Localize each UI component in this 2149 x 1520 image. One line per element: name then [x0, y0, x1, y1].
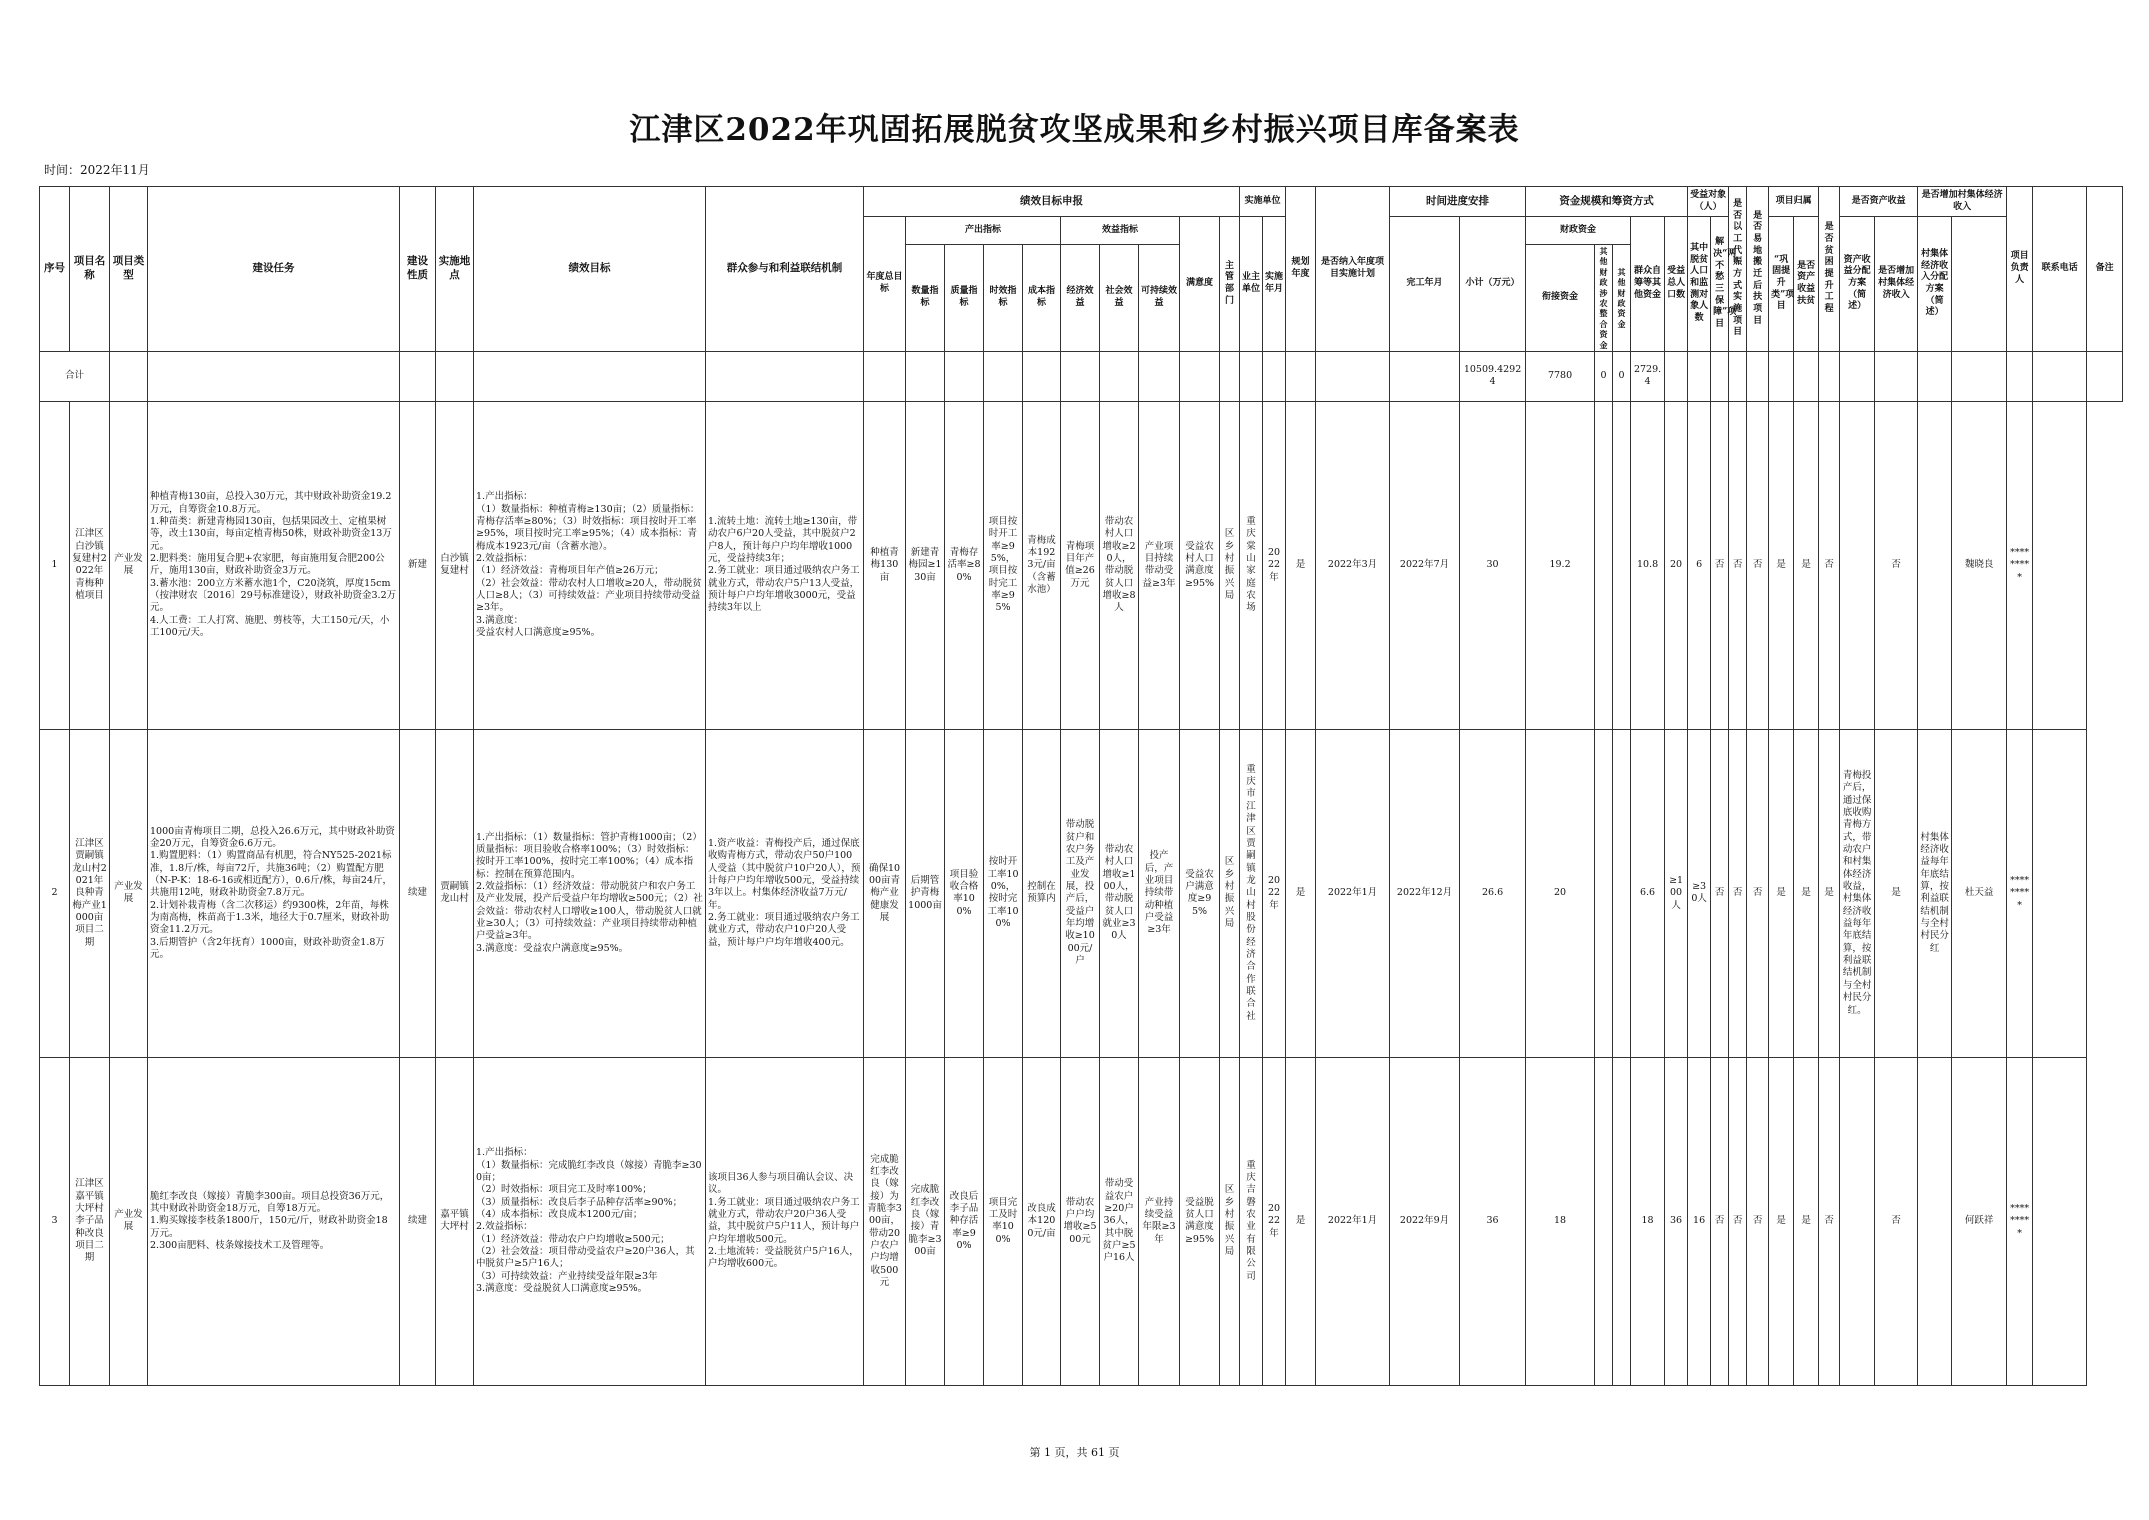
row-leader: 杜天益	[1952, 729, 2007, 1057]
row-dept: 区乡村振兴局	[1220, 729, 1240, 1057]
header-category: 项目归属	[1769, 187, 1819, 217]
header-quality: 质量指标	[945, 245, 984, 352]
row-village-inc-flag: 是	[1875, 729, 1918, 1057]
row-leader: 何跃祥	[1952, 1057, 2007, 1385]
document-title: 江津区2022年巩固拓展脱贫攻坚成果和乡村振兴项目库备案表	[629, 112, 1520, 148]
row-annual: 种植青梅130亩	[864, 401, 906, 729]
header-asset-plan: 资产收益分配方案（简述）	[1840, 217, 1875, 352]
row-cost: 控制在预算内	[1023, 729, 1061, 1057]
header-linked: 衔接资金	[1526, 245, 1595, 352]
row-phone: *********	[2007, 1057, 2033, 1385]
total-other-fiscal: 0	[1613, 351, 1631, 401]
row-owner: 重庆棠山家庭农场	[1240, 401, 1263, 729]
row-benef-poor: ≥30人	[1688, 729, 1711, 1057]
row-owner: 重庆市江津区贾嗣镇龙山村股份经济合作联合社	[1240, 729, 1263, 1057]
row-village-inc-flag: 否	[1875, 401, 1918, 729]
row-owner: 重庆吉磐农业有限公司	[1240, 1057, 1263, 1385]
row-sustain: 产业项目持续带动受益≥3年	[1139, 401, 1180, 729]
row-included: 是	[1286, 401, 1316, 729]
header-plan-year: 规划年度	[1286, 187, 1316, 352]
row-annual: 完成脆红李改良（嫁接）为青脆李300亩，带动20户农户户均增收500元	[864, 1057, 906, 1385]
header-beneficiary: 受益对象（人）	[1688, 187, 1729, 217]
row-nature: 续建	[400, 729, 436, 1057]
row-name: 江津区贾嗣镇龙山村2021年良种青梅产业1000亩项目二期	[70, 729, 110, 1057]
header-asset-income: 是否资产收益	[1840, 187, 1918, 217]
row-goal: 1.产出指标： （1）数量指标：完成脆红李改良（嫁接）青脆李≥300亩； （2）时效指标：项目完工及时率100%； （3）质量指标：改良后李子品种存活率≥90%； （4）成本指标：改良成本1200元/亩； 2.效益指标： （1）经济效益：带动农户户均增收≥500元； （2）社会效益：项目带动受益农户≥20户36人，其中脱贫户≥5户16人； （3）可持续效益：产业持续受益年限≥3年 3.满意度：受益脱贫人口满意度≥95%。	[474, 1057, 706, 1385]
row-qty: 新建青梅园≥130亩	[906, 401, 945, 729]
row-plan-year: 2022年	[1263, 1057, 1286, 1385]
row-end: 2022年9月	[1390, 1057, 1460, 1385]
row-seq: 2	[40, 729, 70, 1057]
row-other-fiscal	[1613, 729, 1631, 1057]
header-name: 项目名称	[70, 187, 110, 352]
header-owner: 业主单位	[1240, 217, 1263, 352]
header-leader: 项目负责人	[2007, 187, 2033, 352]
row-cost: 青梅成本1923元/亩（含蓄水池）	[1023, 401, 1061, 729]
row-location: 贾嗣镇龙山村	[436, 729, 474, 1057]
header-seq: 序号	[40, 187, 70, 352]
header-subtotal: 小计（万元）	[1460, 217, 1526, 352]
row-plan-year: 2022年	[1263, 729, 1286, 1057]
header-remark: 备注	[2087, 187, 2123, 352]
row-mechanism: 1.流转土地：流转土地≥130亩，带动农户6户20人受益，其中脱贫户2户8人，预计每户户均年增收1000元，受益持续3年； 2.务工就业：项目通过吸纳农户务工就业方式，带动农户5户13人受益，预计每户户均年增收3000元，受益持续3年以上	[706, 401, 864, 729]
row-timeliness: 项目按时开工率≥95%，项目按时完工率≥95%	[984, 401, 1023, 729]
row-goal: 1.产出指标：（1）数量指标：管护青梅1000亩；（2）质量指标：项目验收合格率100%；（3）时效指标：按时开工率100%，按时完工率100%；（4）成本指标：控制在预算范围内。 2.效益指标：（1）经济效益：带动脱贫户和农户务工及产业发展，投产后受益户年均增收≥500元；（2）社会效益：带动农村人口增收≥100人，带动脱贫人口就业≥30人；（3）可持续效益：产业项目持续带动种植户受益≥3年。 3.满意度：受益农户满意度≥95%。	[474, 729, 706, 1057]
row-benef-total: 36	[1665, 1057, 1688, 1385]
row-remark	[2033, 401, 2087, 729]
row-annual: 确保1000亩青梅产业健康发展	[864, 729, 906, 1057]
row-mechanism: 该项目36人参与项目确认会议、决议。 1.务工就业：项目通过吸纳农户务工就业方式，带动农户20户36人受益，其中脱贫户5户11人，预计每户户均年增收500元。 2.土地流转：受益脱贫户5户16人，户均增收600元。	[706, 1057, 864, 1385]
header-other-fiscal: 其他财政资金	[1613, 245, 1631, 352]
header-funds: 资金规模和筹资方式	[1526, 187, 1688, 217]
header-impl: 实施单位	[1240, 187, 1286, 217]
row-asset-plan	[1840, 1057, 1875, 1385]
row-poverty-upgrade: 是	[1794, 729, 1819, 1057]
row-village-dist	[1918, 1057, 1952, 1385]
row-linked: 18	[1526, 1057, 1595, 1385]
row-name: 江津区嘉平镇大坪村李子品种改良项目二期	[70, 1057, 110, 1385]
row-nature: 新建	[400, 401, 436, 729]
row-self-raised: 10.8	[1631, 401, 1665, 729]
header-mechanism: 群众参与和利益联结机制	[706, 187, 864, 352]
header-task: 建设任务	[148, 187, 400, 352]
row-start: 2022年3月	[1316, 401, 1390, 729]
row-other-fiscal	[1613, 1057, 1631, 1385]
row-nature: 续建	[400, 1057, 436, 1385]
header-timeliness: 时效指标	[984, 245, 1023, 352]
header-nature: 建设性质	[400, 187, 436, 352]
row-relocation: 否	[1729, 401, 1747, 729]
row-dept: 区乡村振兴局	[1220, 1057, 1240, 1385]
header-output: 产出指标	[906, 217, 1061, 245]
header-work-relief: 是否以工代赈方式实施项目	[1729, 187, 1747, 352]
row-other-agri	[1595, 1057, 1613, 1385]
total-linked: 7780	[1526, 351, 1595, 401]
page-footer: 第 1 页，共 61 页	[1029, 1446, 1120, 1459]
row-subtotal: 26.6	[1460, 729, 1526, 1057]
row-consolidate: 是	[1769, 729, 1794, 1057]
row-work-relief: 否	[1711, 1057, 1729, 1385]
header-other-agri: 其他财政涉农整合资金	[1595, 245, 1613, 352]
row-end: 2022年7月	[1390, 401, 1460, 729]
row-other-fiscal	[1613, 401, 1631, 729]
header-type: 项目类型	[110, 187, 148, 352]
row-leader: 魏晓良	[1952, 401, 2007, 729]
row-relocation: 否	[1729, 1057, 1747, 1385]
table-row	[40, 729, 2123, 1057]
header-village-dist: 村集体经济收入分配方案（简述）	[1918, 217, 1952, 352]
header-cost: 成本指标	[1023, 245, 1061, 352]
header-end: 完工年月	[1390, 217, 1460, 352]
row-econ: 带动农户户均增收≥500元	[1061, 1057, 1100, 1385]
row-quality: 改良后李子品种存活率≥90%	[945, 1057, 984, 1385]
row-benef-poor: 6	[1688, 401, 1711, 729]
row-sustain: 产业持续受益年限≥3年	[1139, 1057, 1180, 1385]
row-included: 是	[1286, 1057, 1316, 1385]
row-timeliness: 按时开工率100%，按时完工率100%	[984, 729, 1023, 1057]
row-mechanism: 1.资产收益：青梅投产后，通过保底收购青梅方式，带动农户50户100人受益（其中脱贫户10户20人），预计每户户均年增收500元，受益持续3年以上。村集体经济收益7万元/年。 2.务工就业：项目通过吸纳农户务工就业方式，带动农户10户20人受益，预计每户户均年增收400元。	[706, 729, 864, 1057]
total-other-agri: 0	[1595, 351, 1613, 401]
row-benef-total: 20	[1665, 401, 1688, 729]
row-village-dist	[1918, 401, 1952, 729]
row-task: 1000亩青梅项目二期，总投入26.6万元，其中财政补助资金20万元，自筹资金6.6万元。 1.购置肥料：（1）购置商品有机肥，符合NY525-2021标准，1.8斤/株，每亩72斤，共施36吨；（2）购置配方肥（N-P-K：18-6-16或相近配方），0.6斤/株，每亩24斤，共施用12吨，财政补助资金7.8万元。 2.计划补栽青梅（含二次移运）约9300株，2年苗，每株为南高梅，株苗高于1.3米，地径大于0.7厘米，财政补助资金11.2万元。 3.后期管护（含2年抚育）1000亩，财政补助资金1.8万元。	[148, 729, 400, 1057]
row-start: 2022年1月	[1316, 1057, 1390, 1385]
row-linked: 19.2	[1526, 401, 1595, 729]
row-self-raised: 18	[1631, 1057, 1665, 1385]
header-consolidate: “巩固提升类”项目	[1769, 217, 1794, 352]
row-end: 2022年12月	[1390, 729, 1460, 1057]
header-fiscal: 财政资金	[1526, 217, 1631, 245]
row-timeliness: 项目完工及时率100%	[984, 1057, 1023, 1385]
header-benef-total: 受益总人口数	[1665, 217, 1688, 352]
header-benef-poor: 其中脱贫人口和监测对象人数	[1688, 217, 1711, 352]
row-work-relief: 否	[1711, 401, 1729, 729]
row-social: 带动农村人口增收≥20人，带动脱贫人口增收≥8人	[1100, 401, 1139, 729]
row-social: 带动农村人口增收≥100人，带动脱贫人口就业≥30人	[1100, 729, 1139, 1057]
table-row	[40, 1057, 2123, 1385]
header-social: 社会效益	[1100, 245, 1139, 352]
row-asset-support: 是	[1819, 729, 1840, 1057]
header-self-raised: 群众自筹等其他资金	[1631, 217, 1665, 352]
table-row	[40, 401, 2123, 729]
header-included: 是否纳入年度项目实施计划	[1316, 187, 1390, 352]
header-goal: 绩效目标	[474, 187, 706, 352]
header-location: 实施地点	[436, 187, 474, 352]
header-perf: 绩效目标申报	[864, 187, 1240, 217]
row-self-raised: 6.6	[1631, 729, 1665, 1057]
row-qty: 完成脆红李改良（嫁接）青脆李≥300亩	[906, 1057, 945, 1385]
row-consolidate: 是	[1769, 1057, 1794, 1385]
header-benefit: 效益指标	[1061, 217, 1180, 245]
date-label: 时间：2022年11月	[44, 163, 150, 177]
row-phone: *********	[2007, 729, 2033, 1057]
row-village-dist: 村集体经济收益每年年底结算，按利益联结机制与全村村民分红	[1918, 729, 1952, 1057]
row-seq: 3	[40, 1057, 70, 1385]
header-three-guarantee: 解决“两不愁三保障”项目	[1711, 217, 1729, 352]
header-dept: 主管部门	[1220, 217, 1240, 352]
row-work-relief: 否	[1711, 729, 1729, 1057]
total-row	[40, 351, 2123, 401]
row-location: 嘉平镇大坪村	[436, 1057, 474, 1385]
header-asset-support: 是否资产收益扶贫	[1794, 217, 1819, 352]
row-qty: 后期管护青梅1000亩	[906, 729, 945, 1057]
row-econ: 青梅项目年产值≥26万元	[1061, 401, 1100, 729]
row-benef-poor: 16	[1688, 1057, 1711, 1385]
row-sustain: 投产后，产业项目持续带动种植户受益≥3年	[1139, 729, 1180, 1057]
header-qty: 数量指标	[906, 245, 945, 352]
row-location: 白沙镇复建村	[436, 401, 474, 729]
row-plan-year: 2022年	[1263, 401, 1286, 729]
row-poverty-upgrade: 是	[1794, 401, 1819, 729]
row-asset-support: 否	[1819, 401, 1840, 729]
row-task: 脆红李改良（嫁接）青脆李300亩。项目总投资36万元，其中财政补助资金18万元，自筹18万元。 1.购买嫁接李枝条1800斤，150元/斤，财政补助资金18万元。 2.300亩肥料、枝条嫁接技术工及管理等。	[148, 1057, 400, 1385]
row-remark	[2033, 729, 2087, 1057]
row-cost: 改良成本1200元/亩	[1023, 1057, 1061, 1385]
row-village-inc-flag: 否	[1875, 1057, 1918, 1385]
row-name: 江津区白沙镇复建村2022年青梅种植项目	[70, 401, 110, 729]
row-consolidate: 是	[1769, 401, 1794, 729]
row-social: 带动受益农户≥20户36人，其中脱贫户≥5户16人	[1100, 1057, 1139, 1385]
row-asset-plan: 青梅投产后，通过保底收购青梅方式，带动农户和村集体经济收益，村集体经济收益每年年底结算，按利益联结机制与全村村民分红。	[1840, 729, 1875, 1057]
header-annual: 年度总目标	[864, 217, 906, 352]
header-econ: 经济效益	[1061, 245, 1100, 352]
row-phone: *********	[2007, 401, 2033, 729]
row-satisfaction: 受益脱贫人口满意度≥95%	[1180, 1057, 1220, 1385]
row-start: 2022年1月	[1316, 729, 1390, 1057]
total-label: 合计	[40, 351, 110, 401]
row-poverty-upgrade: 是	[1794, 1057, 1819, 1385]
row-other-agri	[1595, 729, 1613, 1057]
row-subtotal: 30	[1460, 401, 1526, 729]
total-subtotal: 10509.42924	[1460, 351, 1526, 401]
row-benef-total: ≥100人	[1665, 729, 1688, 1057]
row-type: 产业发展	[110, 401, 148, 729]
row-three-guarantee: 否	[1747, 401, 1769, 729]
row-satisfaction: 受益农户满意度≥95%	[1180, 729, 1220, 1057]
row-type: 产业发展	[110, 1057, 148, 1385]
header-sustain: 可持续效益	[1139, 245, 1180, 352]
row-quality: 青梅存活率≥80%	[945, 401, 984, 729]
header-village-income: 是否增加村集体经济收入	[1918, 187, 2007, 217]
project-table	[39, 186, 2123, 1386]
row-satisfaction: 受益农村人口满意度≥95%	[1180, 401, 1220, 729]
row-asset-plan	[1840, 401, 1875, 729]
row-linked: 20	[1526, 729, 1595, 1057]
row-quality: 项目验收合格率100%	[945, 729, 984, 1057]
row-subtotal: 36	[1460, 1057, 1526, 1385]
row-relocation: 否	[1729, 729, 1747, 1057]
row-econ: 带动脱贫户和农户务工及产业发展，投产后，受益户年均增收≥1000元/户	[1061, 729, 1100, 1057]
row-asset-support: 否	[1819, 1057, 1840, 1385]
header-phone: 联系电话	[2033, 187, 2087, 352]
row-remark	[2033, 1057, 2087, 1385]
header-satisfaction: 满意度	[1180, 217, 1220, 352]
header-schedule: 时间进度安排	[1390, 187, 1526, 217]
row-task: 种植青梅130亩，总投入30万元，其中财政补助资金19.2万元，自筹资金10.8万元。 1.种苗类：新建青梅园130亩，包括果园改土、定植果树等，改土130亩，每亩定植青梅50株，财政补助资金13万元。 2.肥料类：施用复合肥+农家肥，每亩施用复合肥200公斤，施用130亩，财政补助资金3万元。 3.蓄水池：200立方米蓄水池1个，C20浇筑，厚度15cm（按津财农〔2016〕29号标准建设），财政补助资金3.2万元。 4.人工费：工人打窝、施肥、剪枝等，大工150元/天，小工100元/天。	[148, 401, 400, 729]
header-village-inc-flag: 是否增加村集体经济收入	[1875, 217, 1918, 352]
row-type: 产业发展	[110, 729, 148, 1057]
total-self-raised: 2729.4	[1631, 351, 1665, 401]
row-goal: 1.产出指标： （1）数量指标：种植青梅≥130亩；（2）质量指标：青梅存活率≥80%；（3）时效指标：项目按时开工率≥95%，项目按时完工率≥95%；（4）成本指标：青梅成本1923元/亩（含蓄水池）。 2.效益指标： （1）经济效益：青梅项目年产值≥26万元； （2）社会效益：带动农村人口增收≥20人，带动脱贫人口≥8人；（3）可持续效益：产业项目持续带动受益≥3年。 3.满意度： 受益农村人口满意度≥95%。	[474, 401, 706, 729]
header-start: 实施年月	[1263, 217, 1286, 352]
header-poverty-upgrade: 是否贫困提升工程	[1819, 187, 1840, 352]
row-other-agri	[1595, 401, 1613, 729]
header-relocation: 是否易地搬迁后扶项目	[1747, 187, 1769, 352]
row-dept: 区乡村振兴局	[1220, 401, 1240, 729]
row-seq: 1	[40, 401, 70, 729]
row-three-guarantee: 否	[1747, 1057, 1769, 1385]
row-included: 是	[1286, 729, 1316, 1057]
row-three-guarantee: 否	[1747, 729, 1769, 1057]
